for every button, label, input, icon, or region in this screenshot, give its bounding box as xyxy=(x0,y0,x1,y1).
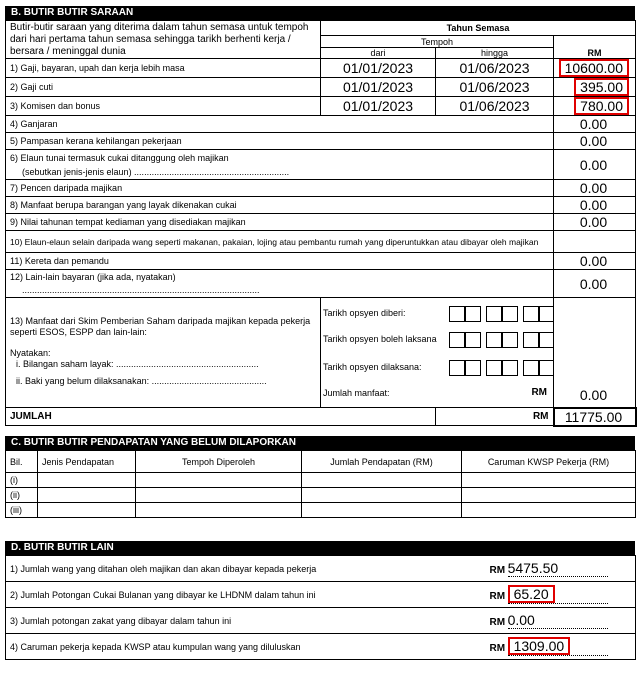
jumlah-row xyxy=(6,408,636,426)
item-amount: 0.00 xyxy=(554,180,636,197)
opsyen-diberi-label: Tarikh opsyen diberi: xyxy=(323,307,406,318)
table-header-row xyxy=(6,451,636,473)
cell-tempoh[interactable] xyxy=(136,503,302,518)
item13-row xyxy=(6,298,636,408)
item-hingga: 01/06/2023 xyxy=(436,97,554,116)
table-row xyxy=(6,556,636,582)
item-label: 2) Gaji cuti xyxy=(6,78,321,97)
item-label: 11) Kereta dan pemandu xyxy=(6,253,554,270)
cell-jumlah[interactable] xyxy=(302,473,462,488)
item-label: 7) Pencen daripada majikan xyxy=(6,180,554,197)
table-row xyxy=(6,214,636,231)
section-b xyxy=(5,6,635,427)
jumlah-label: JUMLAH xyxy=(6,408,436,426)
table-row xyxy=(6,78,636,97)
lain-label: 2) Jumlah Potongan Cukai Bulanan yang dibayar ke LHDNM dalam tahun ini xyxy=(6,582,486,608)
section-d-title: D. BUTIR BUTIR LAIN xyxy=(5,541,635,555)
table-row xyxy=(6,197,636,214)
highlighted-value: 65.20 xyxy=(508,585,555,603)
table-row xyxy=(6,582,636,608)
table-row xyxy=(6,150,636,180)
item-hingga: 01/06/2023 xyxy=(436,78,554,97)
item-label: 10) Elaun-elaun selain daripada wang seperti makanan, pakaian, lojing atau pembantu rumah yang diperuntukkan atau dibayar oleh majikan xyxy=(6,231,554,253)
section-d xyxy=(5,541,635,660)
cell-jumlah[interactable] xyxy=(302,503,462,518)
cell-jenis[interactable] xyxy=(38,503,136,518)
row-bil: (ii) xyxy=(6,488,38,503)
pendapatan-table xyxy=(5,450,636,518)
item13-label: 13) Manfaat dari Skim Pemberian Saham daripada majikan kepada pekerja seperti ESOS, ESPP dan lain-lain: xyxy=(10,316,311,337)
item-amount: 0.00 xyxy=(554,270,636,298)
cell-tempoh[interactable] xyxy=(136,473,302,488)
section-c-title: C. BUTIR BUTIR PENDAPATAN YANG BELUM DILAPORKAN xyxy=(5,436,635,450)
item-hingga: 01/06/2023 xyxy=(436,59,554,78)
header-rm: RM xyxy=(554,36,636,59)
table-row xyxy=(6,133,636,150)
table-row xyxy=(6,473,636,488)
table-row xyxy=(6,59,636,78)
table-row xyxy=(6,180,636,197)
jumlah-manfaat-label: Jumlah manfaat: xyxy=(323,387,390,398)
cell-kwsp[interactable] xyxy=(462,503,636,518)
col-bil: Bil. xyxy=(6,451,38,473)
item-amount: 0.00 xyxy=(554,253,636,270)
cell-tempoh[interactable] xyxy=(136,488,302,503)
item-amount: 0.00 xyxy=(554,197,636,214)
lain-value: 0.00 xyxy=(508,612,608,629)
item-label: 5) Pampasan kerana kehilangan pekerjaan xyxy=(6,133,554,150)
item-label: 9) Nilai tahunan tempat kediaman yang disediakan majikan xyxy=(6,214,554,231)
item13-nyatakan: Nyatakan: xyxy=(10,348,51,358)
section-b-title: B. BUTIR BUTIR SARAAN xyxy=(5,6,635,20)
lain-rm: RM xyxy=(489,565,506,576)
highlighted-amount: 780.00 xyxy=(574,97,629,115)
cell-jenis[interactable] xyxy=(38,473,136,488)
opsyen-diberi-boxes[interactable] xyxy=(444,301,554,325)
table-row xyxy=(6,253,636,270)
intro-text: Butir-butir saraan yang diterima dalam tahun semasa untuk tempoh dari hari pertama tahun semasa sehingga tarikh berhenti kerja / bersara / meninggal dunia xyxy=(6,21,321,59)
cell-jumlah[interactable] xyxy=(302,488,462,503)
item-sub: (sebutkan jenis-jenis elaun) .............................................................. xyxy=(22,166,290,177)
header-tempoh: Tempoh xyxy=(321,36,554,48)
item-label: 3) Komisen dan bonus xyxy=(6,97,321,116)
jumlah-amount: 11775.00 xyxy=(554,408,636,426)
item-amount xyxy=(554,231,636,253)
header-dari: dari xyxy=(321,48,436,59)
item-amount: 0.00 xyxy=(554,133,636,150)
item13-i: i. Bilangan saham layak: ......................................................... xyxy=(16,359,259,369)
item-sub: ............................................................................................... xyxy=(22,284,260,295)
lain-label: 3) Jumlah potongan zakat yang dibayar dalam tahun ini xyxy=(6,608,486,634)
header-tahun-semasa: Tahun Semasa xyxy=(321,21,636,36)
item-label: 8) Manfaat berupa barangan yang layak dikenakan cukai xyxy=(6,197,554,214)
table-row xyxy=(6,270,636,298)
item-dari: 01/01/2023 xyxy=(321,59,436,78)
item13-ii: ii. Baki yang belum dilaksanakan: .............................................. xyxy=(16,376,267,386)
table-row xyxy=(6,608,636,634)
table-row xyxy=(6,503,636,518)
section-c xyxy=(5,436,635,518)
opsyen-laksana-label: Tarikh opsyen boleh laksana xyxy=(323,333,437,344)
item-label: 4) Ganjaran xyxy=(6,116,554,133)
saraan-table xyxy=(5,20,637,427)
cell-jenis[interactable] xyxy=(38,488,136,503)
table-row xyxy=(6,488,636,503)
header-hingga: hingga xyxy=(436,48,554,59)
lain-label: 1) Jumlah wang yang ditahan oleh majikan dan akan dibayar kepada pekerja xyxy=(6,556,486,582)
row-bil: (i) xyxy=(6,473,38,488)
opsyen-dilaksana-boxes[interactable] xyxy=(444,353,554,381)
item-label: 12) Lain-lain bayaran (jika ada, nyatakan) xyxy=(10,271,176,282)
opsyen-laksana-boxes[interactable] xyxy=(444,325,554,353)
col-jumlah: Jumlah Pendapatan (RM) xyxy=(302,451,462,473)
highlighted-amount: 10600.00 xyxy=(559,59,629,77)
item-amount: 0.00 xyxy=(554,150,636,180)
lain-label: 4) Caruman pekerja kepada KWSP atau kumpulan wang yang diluluskan xyxy=(6,634,486,660)
lain-value: 5475.50 xyxy=(508,560,608,577)
row-bil: (iii) xyxy=(6,503,38,518)
item-label: 6) Elaun tunai termasuk cukai ditanggung oleh majikan xyxy=(10,152,229,163)
item-dari: 01/01/2023 xyxy=(321,97,436,116)
jumlah-manfaat-amount: 0.00 xyxy=(554,298,636,408)
cell-kwsp[interactable] xyxy=(462,473,636,488)
lain-rm: RM xyxy=(489,617,506,628)
opsyen-dilaksana-label: Tarikh opsyen dilaksana: xyxy=(323,361,422,372)
table-row xyxy=(6,634,636,660)
lain-rm: RM xyxy=(489,591,506,602)
item-dari: 01/01/2023 xyxy=(321,78,436,97)
col-jenis: Jenis Pendapatan xyxy=(38,451,136,473)
table-row xyxy=(6,231,636,253)
cell-kwsp[interactable] xyxy=(462,488,636,503)
item-label: 1) Gaji, bayaran, upah dan kerja lebih masa xyxy=(6,59,321,78)
item-amount: 0.00 xyxy=(554,214,636,231)
jumlah-rm: RM xyxy=(436,408,554,426)
highlighted-value: 1309.00 xyxy=(508,637,571,655)
col-tempoh: Tempoh Diperoleh xyxy=(136,451,302,473)
table-row xyxy=(6,97,636,116)
butir-lain-table xyxy=(5,555,636,660)
item-amount: 0.00 xyxy=(554,116,636,133)
table-row xyxy=(6,116,636,133)
col-kwsp: Caruman KWSP Pekerja (RM) xyxy=(462,451,636,473)
lain-rm: RM xyxy=(489,643,506,654)
highlighted-amount: 395.00 xyxy=(574,78,629,96)
jumlah-manfaat-rm: RM xyxy=(531,386,547,398)
